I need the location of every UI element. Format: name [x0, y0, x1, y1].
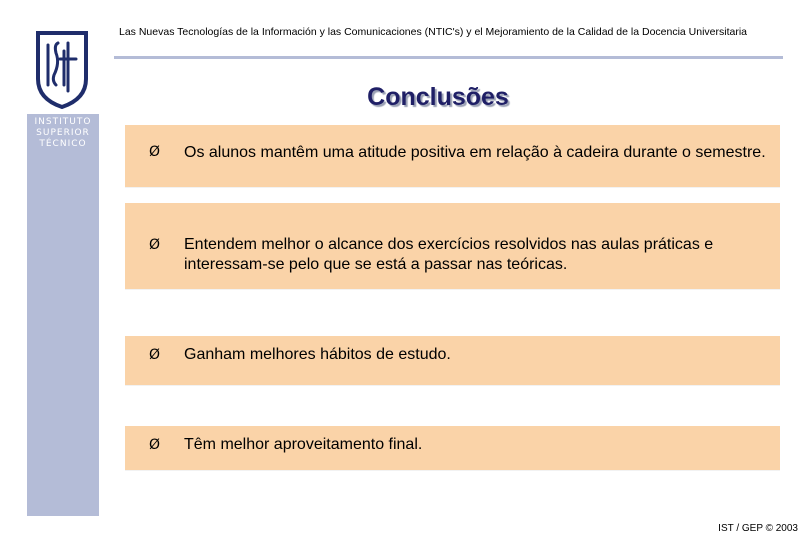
conclusion-text: Têm melhor aproveitamento final.	[184, 436, 423, 453]
arrow-bullet-icon: Ø	[149, 144, 161, 160]
logo-line: SUPERIOR	[36, 128, 90, 138]
logo-line: TÉCNICO	[39, 139, 87, 149]
arrow-bullet-icon: Ø	[149, 237, 161, 253]
slide-title: Conclusões	[367, 83, 509, 111]
conclusion-text: Entendem melhor o alcance dos exercícios resolvidos nas aulas práticas e interessam-se pelo que se está a passar nas teóricas.	[184, 236, 714, 273]
header-divider	[114, 56, 783, 59]
arrow-bullet-icon: Ø	[149, 437, 161, 453]
conclusion-text: Ganham melhores hábitos de estudo.	[184, 346, 451, 363]
ist-logo-icon	[34, 29, 90, 109]
arrow-bullet-icon: Ø	[149, 347, 161, 363]
logo-line: INSTITUTO	[34, 117, 92, 127]
footer-copyright: IST / GEP © 2003	[718, 523, 798, 534]
header-caption: Las Nuevas Tecnologías de la Información y las Comunicaciones (NTIC's) y el Mejoramiento de la Calidad de la Docencia Universitaria	[119, 26, 748, 38]
conclusion-text: Os alunos mantêm uma atitude positiva em relação à cadeira durante o semestre.	[184, 144, 766, 161]
logo-institution-name	[27, 117, 99, 150]
